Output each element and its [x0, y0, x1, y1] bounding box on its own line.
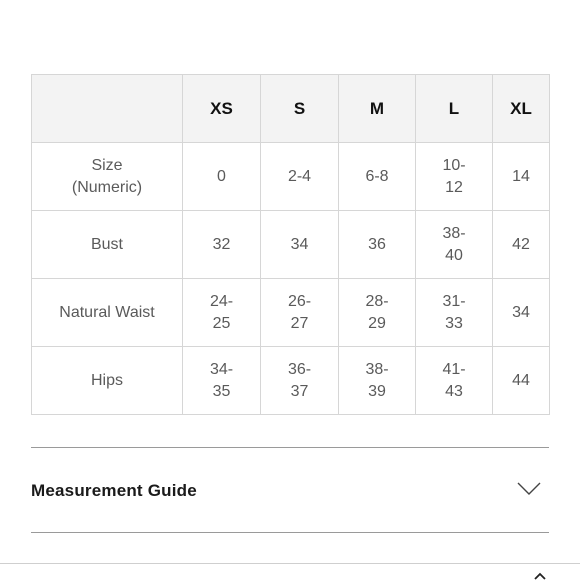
chevron-down-icon[interactable] [517, 482, 541, 496]
table-row [32, 347, 550, 415]
header-size-m: M [339, 75, 416, 143]
table-cell: 32 [183, 211, 261, 279]
row-label-bust: Bust [32, 211, 183, 279]
header-size-s: S [261, 75, 339, 143]
table-cell: 38- 39 [339, 347, 416, 415]
row-label-size-numeric: Size (Numeric) [32, 143, 183, 211]
header-size-l: L [416, 75, 493, 143]
footer-divider [0, 563, 580, 564]
table-cell: 2-4 [261, 143, 339, 211]
accordion-title: Measurement Guide [31, 481, 197, 500]
table-cell: 14 [493, 143, 550, 211]
table-cell: 0 [183, 143, 261, 211]
table-cell: 41- 43 [416, 347, 493, 415]
table-cell: 26- 27 [261, 279, 339, 347]
header-size-xl: XL [493, 75, 550, 143]
table-cell: 38- 40 [416, 211, 493, 279]
row-label-hips: Hips [32, 347, 183, 415]
accordion-divider-bottom [31, 532, 549, 533]
table-cell: 36 [339, 211, 416, 279]
table-cell: 10- 12 [416, 143, 493, 211]
table-cell: 44 [493, 347, 550, 415]
table-row [32, 143, 550, 211]
header-size-xs: XS [183, 75, 261, 143]
table-cell: 6-8 [339, 143, 416, 211]
table-cell: 28- 29 [339, 279, 416, 347]
table-cell: 31- 33 [416, 279, 493, 347]
table-cell: 34 [493, 279, 550, 347]
measurement-guide-accordion[interactable] [31, 448, 549, 532]
table-cell: 36- 37 [261, 347, 339, 415]
table-row [32, 211, 550, 279]
size-chart-header-row [32, 75, 550, 143]
table-cell: 42 [493, 211, 550, 279]
header-corner-cell [32, 75, 183, 143]
size-chart-table [31, 74, 550, 415]
chevron-up-icon[interactable] [534, 572, 546, 580]
table-row [32, 279, 550, 347]
row-label-natural-waist: Natural Waist [32, 279, 183, 347]
table-cell: 24- 25 [183, 279, 261, 347]
table-cell: 34- 35 [183, 347, 261, 415]
table-cell: 34 [261, 211, 339, 279]
